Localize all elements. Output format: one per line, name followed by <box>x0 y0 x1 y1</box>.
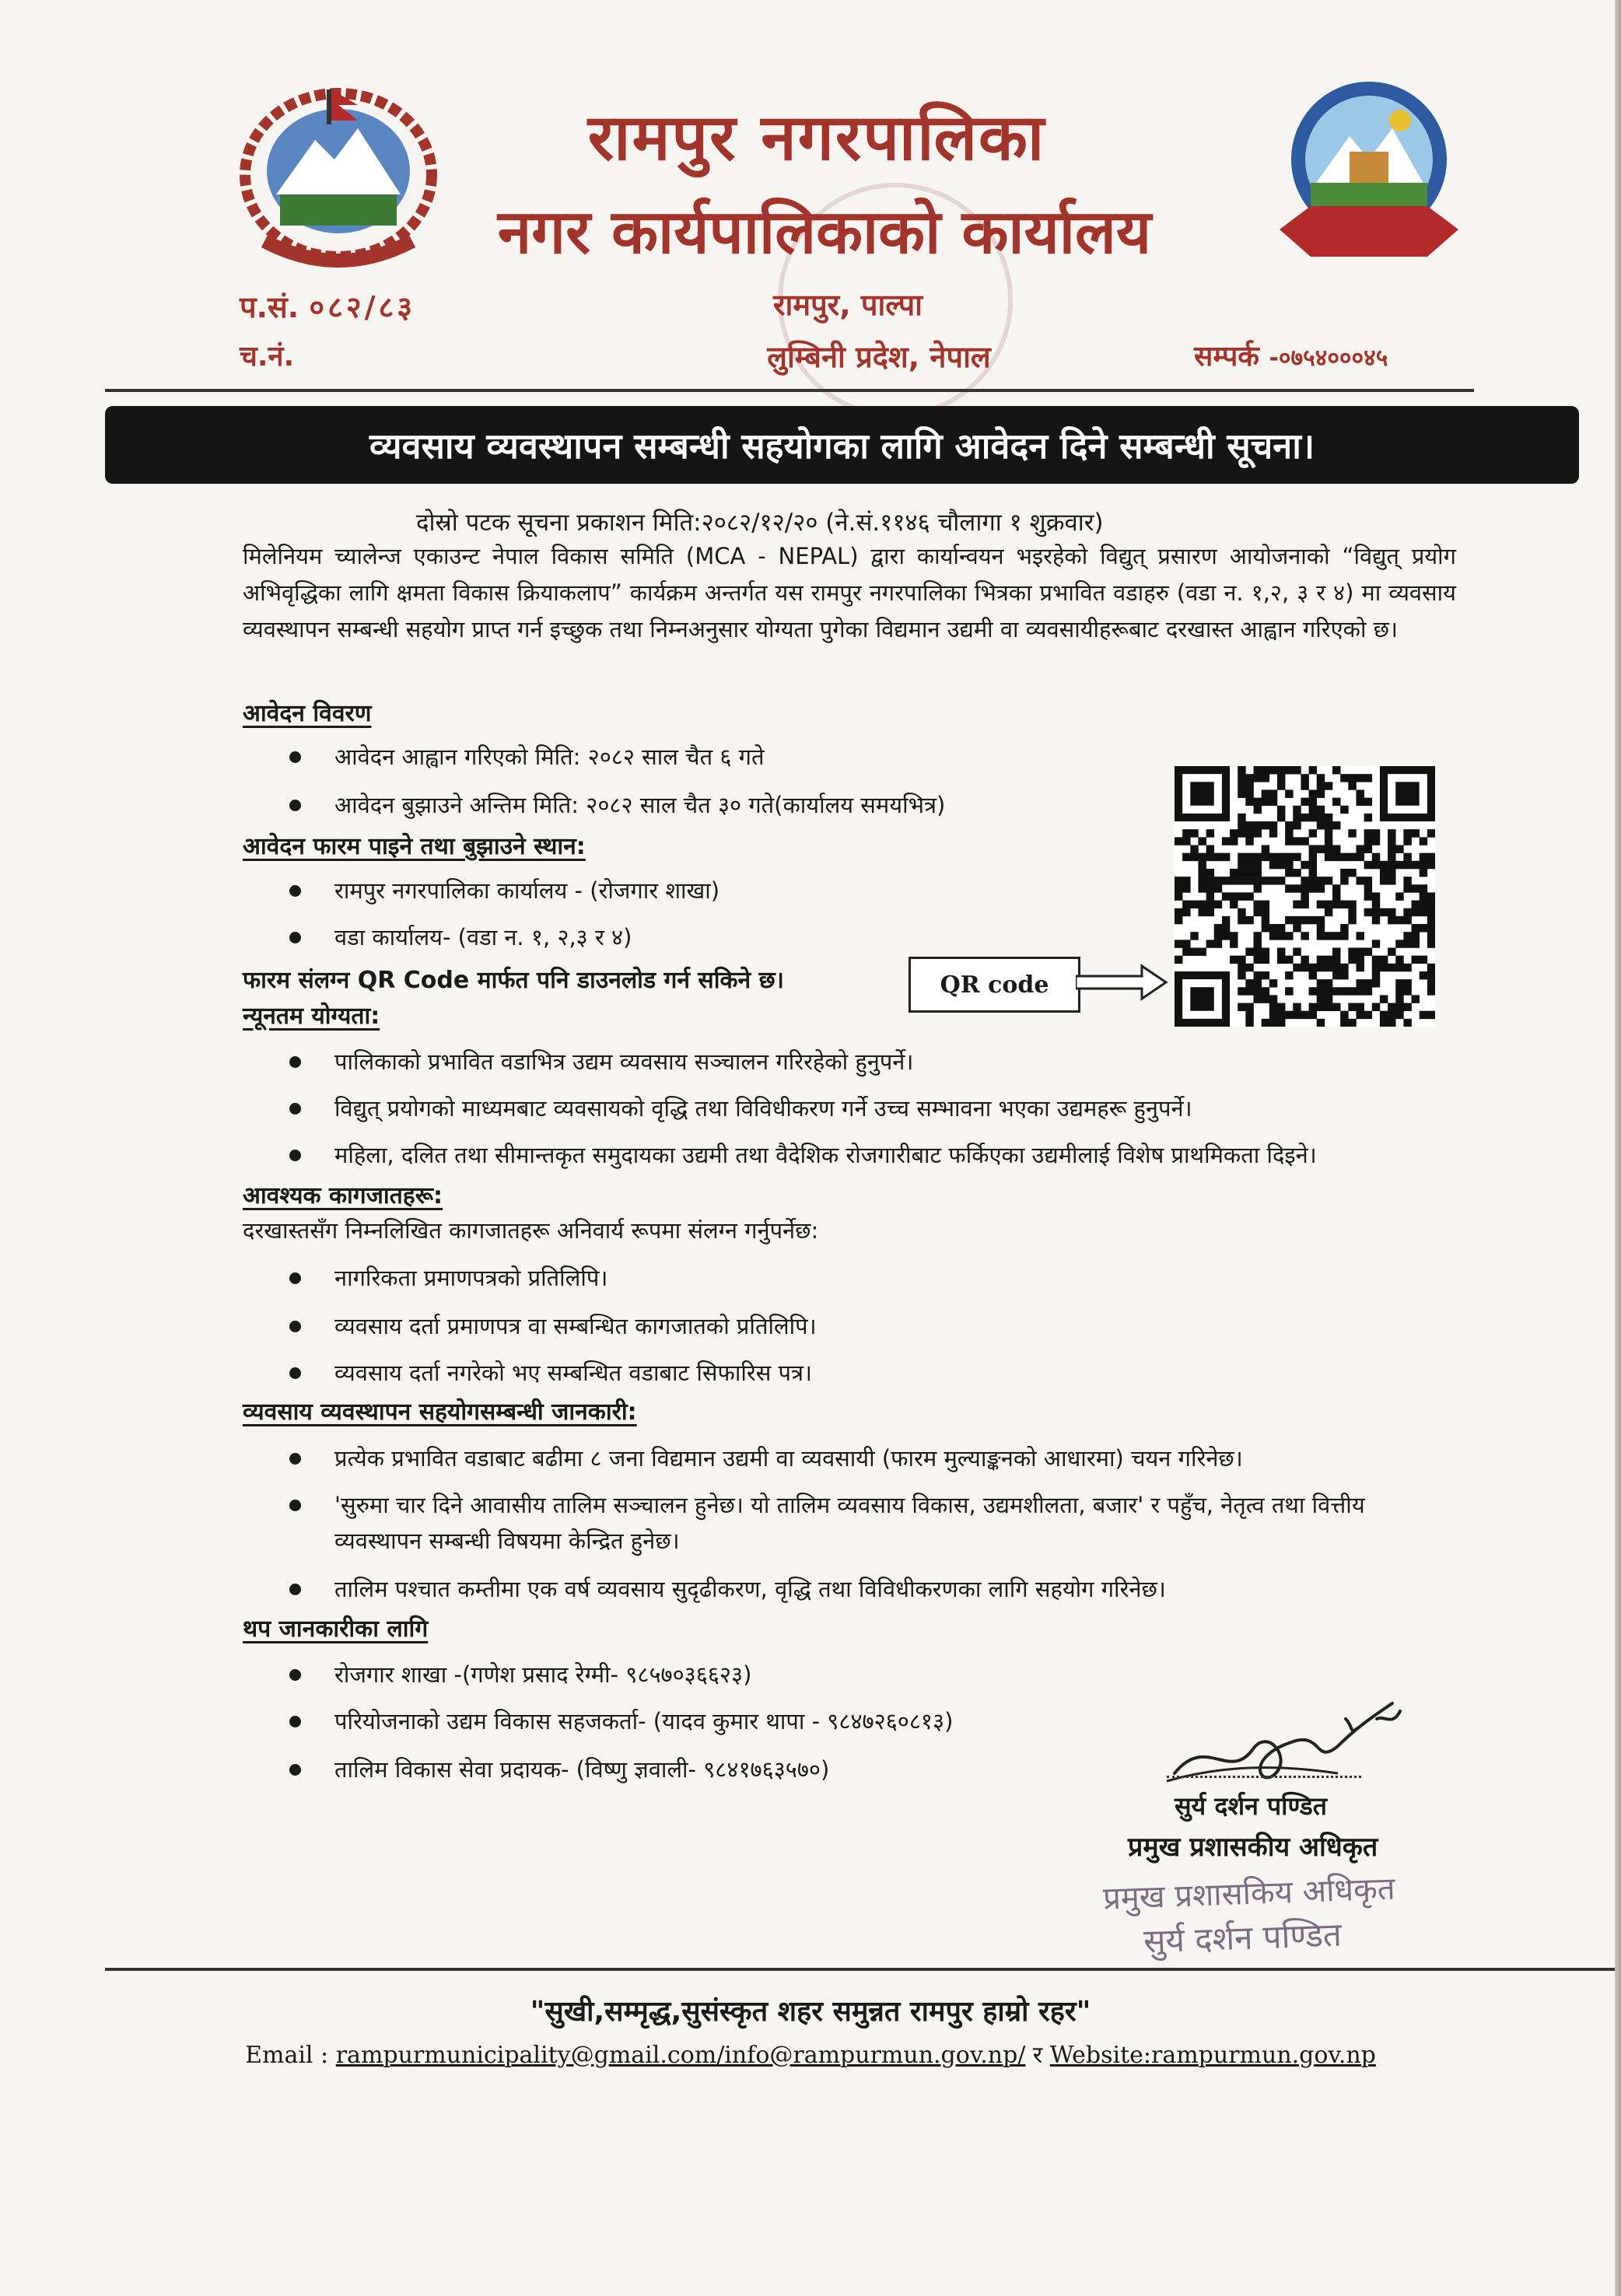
documents-subheading: दरखास्तसँग निम्नलिखित कागजातहरू अनिवार्य रूपमा संलग्न गर्नुपर्नेछ: <box>243 1217 819 1244</box>
address-line-2: लुम्बिनी प्रदेश, नेपाल <box>767 340 991 374</box>
signatory-name: सुर्य दर्शन पण्डित <box>1175 1791 1328 1821</box>
list-item: तालिम विकास सेवा प्रदायक- (विष्णु ज्ञवाली- ९८४१७६३५७०) <box>334 1752 829 1787</box>
footer-contact <box>0 2038 1621 2070</box>
municipality-name: रामपुर नगरपालिका <box>587 101 1046 175</box>
reference-number <box>240 286 415 327</box>
website-link[interactable]: Website:rampurmun.gov.np <box>1049 2042 1376 2069</box>
publication-date-line: दोस्रो पटक सूचना प्रकाशन मिति:२०८२/१२/२० (ने.सं.११४६ चौलागा १ शुक्रवार) <box>416 509 1104 537</box>
nepal-emblem-icon <box>233 86 443 272</box>
signature-line <box>1167 1776 1361 1778</box>
list-item: प्रत्येक प्रभावित वडाबाट बढीमा ८ जना विद्यमान उद्यमी वा व्यवसायी (फारम मुल्याङ्कनको आधारमा) चयन गरिनेछ। <box>334 1440 1243 1476</box>
form-location-heading: आवेदन फारम पाइने तथा बुझाउने स्थान: <box>243 833 586 860</box>
qr-finder-pattern <box>1190 987 1213 1010</box>
qr-download-note: फारम संलग्न QR Code मार्फत पनि डाउनलोड गर्न सकिने छ। <box>243 967 785 994</box>
list-item: रोजगार शाखा -(गणेश प्रसाद रेग्मी- ९८५७०३६६२३) <box>334 1657 751 1692</box>
footer-separator: र <box>1032 2042 1043 2069</box>
arrow-right-icon <box>1076 963 1169 1002</box>
footer-divider <box>105 1968 1618 1971</box>
documents-heading: आवश्यक कागजातहरू: <box>243 1182 443 1209</box>
signatory-title: प्रमुख प्रशासकीय अधिकृत <box>1128 1832 1378 1863</box>
list-item: विद्युत् प्रयोगको माध्यमबाट व्यवसायको वृद्धि तथा विविधीकरण गर्ने उच्च सम्भावना भएका उद्यमहरू हुनुपर्ने। <box>334 1090 1192 1126</box>
qr-code-label: QR code <box>909 957 1080 1013</box>
qr-finder-pattern <box>1190 782 1213 805</box>
office-name: नगर कार्यपालिकाको कार्यालय <box>497 198 1152 268</box>
address-line-1: रामपुर, पाल्पा <box>772 288 923 322</box>
footer-motto: "सुखी,सम्मृद्ध,सुसंस्कृत शहर समुन्नत रामपुर हाम्रो रहर" <box>530 1996 1091 2028</box>
intro-paragraph: मिलेनियम च्यालेन्ज एकाउन्ट नेपाल विकास समिति (MCA - NEPAL) द्वारा कार्यान्वयन भइरहेको विद्युत् प्रसारण आयोजनाको “विद्युत् प्रयोग अभिवृद्धिका लागि क्षमता विकास क्रियाकलाप” कार्यक्रम अन्तर्गत यस रामपुर नगरपालिका भित्रका प्रभावित वडाहरु (वडा न. १,२, ३ र ४) मा व्यवसाय व्यवस्थापन सम्बन्धी सहयोग प्राप्त गर्न इच्छुक तथा निम्नअनुसार योग्यता पुगेका विद्यमान उद्यमी वा व्यवसायीहरूबाट दरखास्त आह्वान गरिएको छ। <box>243 543 1456 642</box>
list-item: महिला, दलित तथा सीमान्तकृत समुदायका उद्यमी तथा वैदेशिक रोजगारीबाट फर्किएका उद्यमीलाई विशेष प्राथमिकता दिइने। <box>334 1137 1317 1173</box>
support-info-heading: व्यवसाय व्यवस्थापन सहयोगसम्बन्धी जानकारी: <box>243 1398 637 1426</box>
qr-code[interactable] <box>1175 766 1435 1027</box>
application-details-heading: आवेदन विवरण <box>243 700 372 727</box>
notice-title-banner <box>105 406 1579 484</box>
list-item: परियोजनाको उद्यम विकास सहजकर्ता- (यादव कुमार थापा - ९८४७२६०८१३) <box>334 1703 953 1739</box>
more-info-heading: थप जानकारीका लागि <box>243 1615 429 1643</box>
list-item: नागरिकता प्रमाणपत्रको प्रतिलिपि। <box>334 1260 607 1296</box>
list-item-continuation: व्यवस्थापन सम्बन्धी विषयमा केन्द्रित हुनेछ। <box>334 1528 680 1554</box>
ref-label: प.सं. <box>240 290 299 324</box>
contact-value: -०७५४०००४५ <box>1269 345 1388 372</box>
email-link[interactable]: rampurmunicipality@gmail.com/info@rampurmun.gov.np/ <box>335 2042 1026 2069</box>
list-item: रामपुर नगरपालिका कार्यालय - (रोजगार शाखा) <box>334 873 719 908</box>
list-item: आवेदन आह्वान गरिएको मिति: २०८२ साल चैत ६ गते <box>334 739 764 775</box>
contact-number <box>1194 336 1388 374</box>
dispatch-number-label: च.नं. <box>240 341 295 373</box>
email-label: Email : <box>245 2042 329 2069</box>
list-item: तालिम पश्चात कम्तीमा एक वर्ष व्यवसाय सुदृढीकरण, वृद्धि तथा विविधीकरणका लागि सहयोग गरिनेछ। <box>334 1571 1166 1607</box>
header-divider <box>105 389 1474 392</box>
contact-label: सम्पर्क <box>1194 341 1259 373</box>
handwritten-signature-icon <box>1159 1672 1423 1804</box>
list-item: 'सुरुमा चार दिने आवासीय तालिम सञ्चालन हुनेछ। यो तालिम व्यवसाय विकास, उद्यमशीलता, बजार' र पहुँच, नेतृत्व तथा वित्तीय <box>334 1487 1365 1523</box>
notice-title: व्यवसाय व्यवस्थापन सम्बन्धी सहयोगका लागि आवेदन दिने सम्बन्धी सूचना। <box>369 425 1315 467</box>
paper-edge <box>1615 0 1621 2296</box>
rampur-municipality-logo-icon <box>1264 74 1474 276</box>
list-item: वडा कार्यालय- (वडा न. १, २,३ र ४) <box>334 919 632 955</box>
ref-value: ०८२/८३ <box>309 290 416 324</box>
list-item: पालिकाको प्रभावित वडाभित्र उद्यम व्यवसाय सञ्चालन गरिरहेको हुनुपर्ने। <box>334 1044 913 1080</box>
list-item: व्यवसाय दर्ता प्रमाणपत्र वा सम्बन्धित कागजातको प्रतिलिपि। <box>334 1308 817 1344</box>
eligibility-heading: न्यूनतम योग्यता: <box>243 1003 380 1030</box>
list-item: व्यवसाय दर्ता नगरेको भए सम्बन्धित वडाबाट सिफारिस पत्र। <box>334 1355 812 1391</box>
stamp-name: सुर्य दर्शन पण्डित <box>1143 1915 1343 1961</box>
qr-finder-pattern <box>1395 782 1419 805</box>
stamp-title: प्रमुख प्रशासकिय अधिकृत <box>1102 1871 1396 1917</box>
list-item: आवेदन बुझाउने अन्तिम मिति: २०८२ साल चैत ३० गते(कार्यालय समयभित्र) <box>334 787 945 823</box>
